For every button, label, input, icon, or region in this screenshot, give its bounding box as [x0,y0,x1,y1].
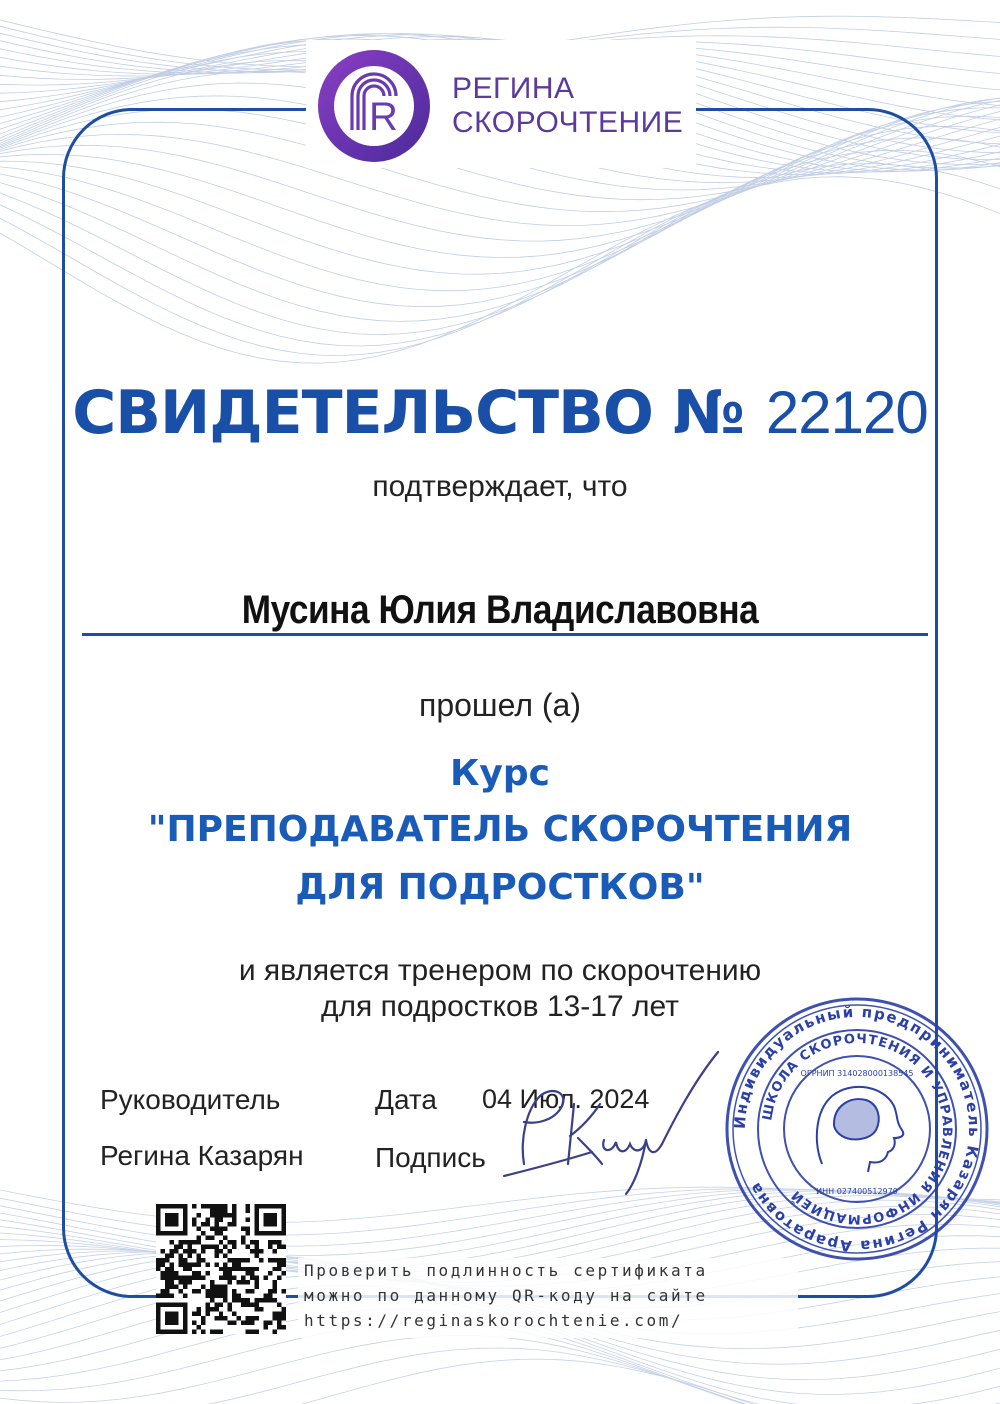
signature-label: Подпись [375,1142,486,1173]
course-title-line-2: ДЛЯ ПОДРОСТКОВ" [295,867,705,908]
stamp-inn: ИНН 027400512979 [816,1187,898,1196]
svg-text:R: R [369,95,398,139]
verification-line-2: можно по данному QR-коду на сайте [304,1286,708,1305]
recipient-name: Мусина Юлия Владиславовна [241,588,759,632]
wave-line [0,1359,1000,1404]
course-title-line-1: "ПРЕПОДАВАТЕЛЬ СКОРОЧТЕНИЯ [147,809,853,850]
confirms-text: подтверждает, что [372,470,628,503]
passed-text: прошел (а) [419,687,581,723]
logo-line-2: СКОРОЧТЕНИЕ [452,106,684,139]
certificate-number: 22120 [765,379,928,446]
certificate-title [0,378,1000,448]
verification-qr-code[interactable] [156,1204,286,1334]
head-profile-icon [817,1087,903,1172]
stamp-inner-text: ШКОЛА СКОРОЧТЕНИЯ И УПРАВЛЕНИЯ ИНФОРМАЦИЕЙ [760,1031,955,1227]
trainer-text-line-2: для подростков 13-17 лет [321,990,679,1023]
stamp-outer-text: Индивидуальный предприниматель Казарян Регина Араратовна [730,1002,984,1256]
date-label: Дата [375,1084,438,1115]
course-label: Курс [449,753,550,794]
official-stamp [722,994,992,1264]
logo-line-1: РЕГИНА [452,72,575,105]
date-value: 04 Июл. 2024 [482,1084,650,1114]
name-underline [82,633,928,636]
verification-line-1: Проверить подлинность сертификата [304,1261,708,1280]
head-label: Руководитель [100,1084,281,1115]
verification-note [298,1258,798,1338]
stamp-ogrnip: ОГРНИП 314028000138545 [800,1069,914,1078]
handwritten-signature [496,1044,736,1204]
title-text: СВИДЕТЕЛЬСТВО № [72,378,744,448]
brand-logo [306,40,696,168]
brand-r-circle-icon [314,46,434,166]
verification-url[interactable]: https://reginaskorochtenie.com/ [304,1311,684,1330]
head-name: Регина Казарян [100,1140,304,1171]
trainer-text-line-1: и является тренером по скорочтению [238,954,762,987]
